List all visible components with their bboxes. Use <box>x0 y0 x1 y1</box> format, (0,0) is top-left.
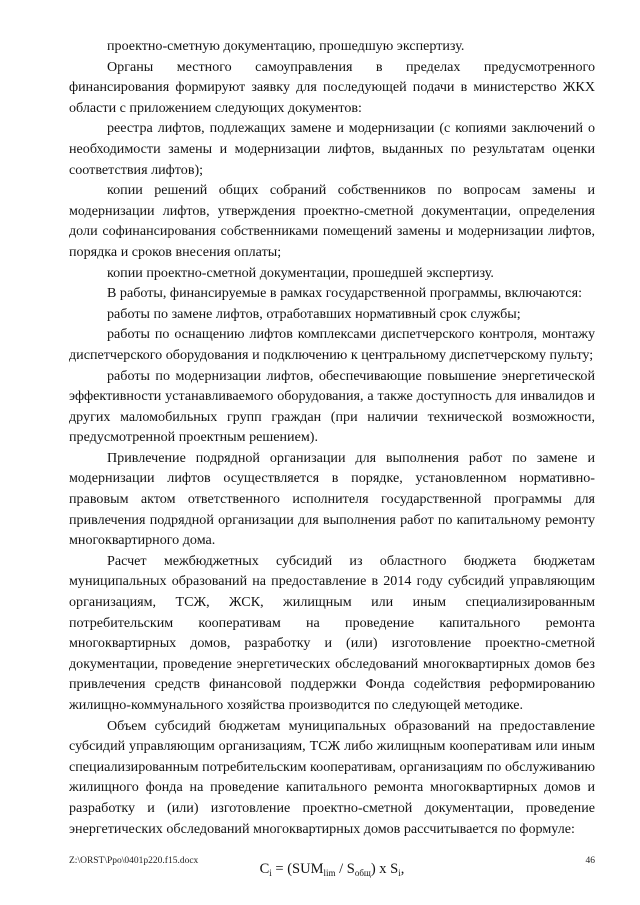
paragraph: реестра лифтов, подлежащих замене и модернизации (с копиями заключений о необходимости замены и модернизации лифтов, выданных по результатам оценки соответствия лифтов); <box>69 120 595 178</box>
formula-multiplier-subscript: i <box>398 868 401 879</box>
paragraph: Органы местного самоуправления в пределах предусмотренного финансирования формируют заявку для последующей подачи в министерство ЖКХ области с приложением следующих документов: <box>69 58 595 116</box>
paragraph: работы по модернизации лифтов, обеспечивающие повышение энергетической эффективности устанавливаемого оборудования, а также доступность для инвалидов и других маломобильных групп граждан (при наличии технической возможности, предусмотренной проектным решением). <box>69 367 595 446</box>
paragraph: проектно-сметную документацию, прошедшую экспертизу. <box>107 38 465 54</box>
paragraph: копии решений общих собраний собственников по вопросам замены и модернизации лифтов, утверждения проектно-сметной документации, определения доли софинансирования собственниками помещений замены и модернизации лифтов, порядка и сроков внесения оплаты; <box>69 182 595 260</box>
file-path: Z:\ORST\Ppo\0401p220.f15.docx <box>69 856 199 866</box>
paragraph: Объем субсидий бюджетам муниципальных образований на предоставление субсидий управляющим организациям, ТСЖ либо жилищным кооперативам или иным специализированным потребительским кооперативам, организациям по обслуживанию жилищного фонда на проведение капитального ремонта многоквартирных домов и разработку и (или) изготовление проектно-сметной документации, проведение энергетических обследований многоквартирных домов рассчитывается по формуле: <box>69 717 595 837</box>
formula-sum: = (SUM <box>271 861 324 878</box>
formula-sum-subscript: lim <box>323 868 336 879</box>
formula-end: , <box>400 861 405 878</box>
paragraph: Привлечение подрядной организации для выполнения работ по замене и модернизации лифтов осуществляется в порядке, установленном нормативно-правовым актом ответственного исполнителя государственной программы для привлечения подрядной организации для выполнения работ по капитальному ремонту многоквартирного дома. <box>69 449 595 549</box>
paragraph: Расчет межбюджетных субсидий из областного бюджета бюджетам муниципальных образований на предоставление в 2014 году субсидий управляющим организациям, ТСЖ, ЖСК, жилищным или иным специализированным потребительским кооперативам на проведение капитального ремонта многоквартирных домов, разработку и (или) изготовление проектно-сметной документации, проведение энергетических обследований многоквартирных домов без привлечения средств финансовой поддержки Фонда содействия реформированию жилищно-коммунального хозяйства производится по следующей методике. <box>69 552 595 713</box>
formula-c: C <box>259 861 270 878</box>
page-number: 46 <box>585 856 595 866</box>
formula-divisor: / S <box>335 861 355 878</box>
paragraph: В работы, финансируемые в рамках государственной программы, включаются: <box>107 285 582 302</box>
paragraph: работы по замене лифтов, отработавших нормативный срок службы; <box>107 305 521 322</box>
formula-c-subscript: i <box>269 868 272 879</box>
formula-multiplier: ) x S <box>370 861 399 878</box>
paragraph: работы по оснащению лифтов комплексами диспетчерского контроля, монтажу диспетчерского оборудования и подключению к центральному диспетчерскому пульту; <box>69 326 595 363</box>
document-body <box>69 36 595 883</box>
paragraph: копии проектно-сметной документации, прошедшей экспертизу. <box>107 264 494 281</box>
formula-divisor-subscript: общ <box>354 868 371 879</box>
page-footer <box>69 856 595 866</box>
